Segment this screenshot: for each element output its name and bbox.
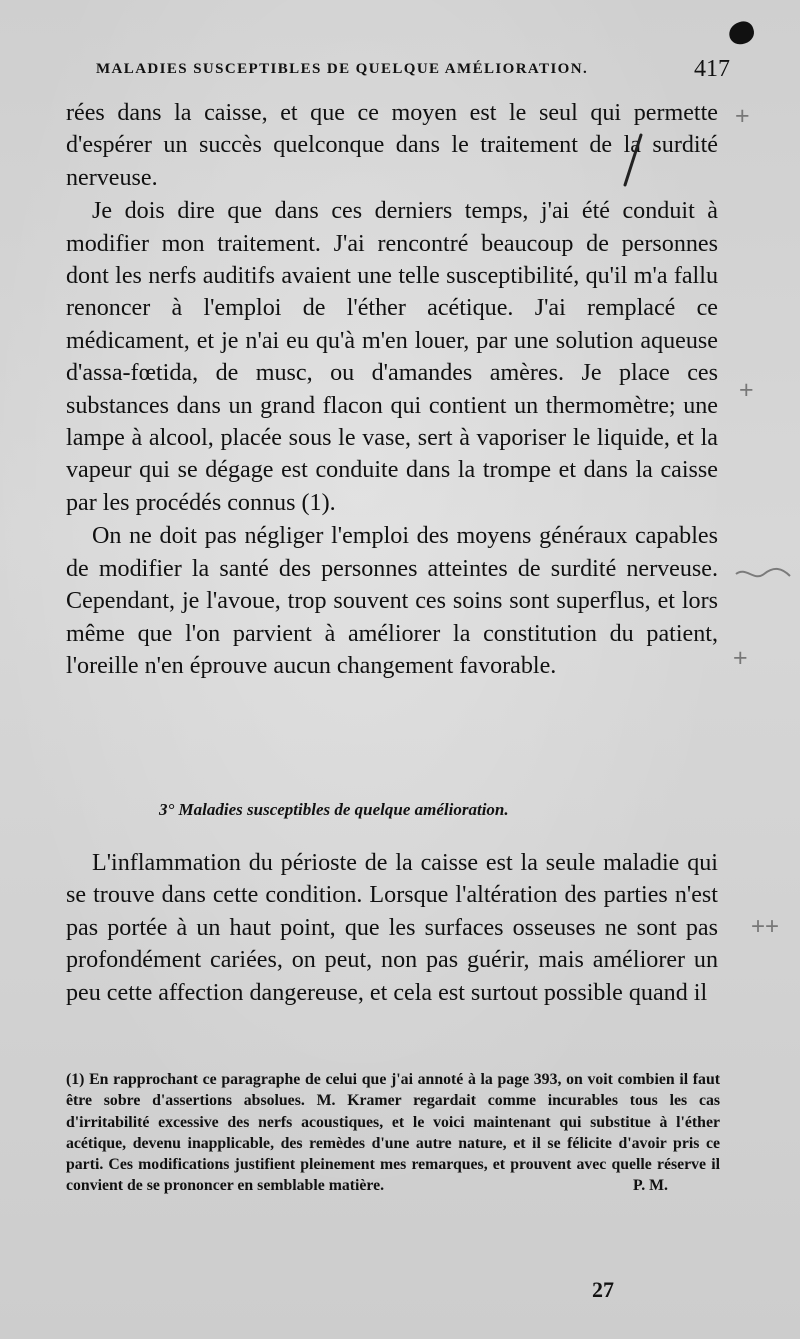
footnote-body: (1) En rapprochant ce paragraphe de celui que j'ai annoté à la page 393, on voit combien il faut être sobre d'assertions absolues. M. Kramer regardait comme incurables tous les cas d'irritabilité excessive des nerfs acoustiques, et le voici maintenant qui substitue à l'éther acétique, devenu inapplicable, des remèdes d'une autre nature, et il se félicite d'avoir pris ce parti. Ces modifications justifient pleinement mes remarques, et prouvent avec quelle réserve il convient de se prononcer en semblable matière.	[66, 1071, 720, 1195]
signature-mark: 27	[592, 1277, 614, 1302]
pencil-slash-mark	[617, 132, 647, 188]
paragraph-continuation: rées dans la caisse, et que ce moyen est le seul qui permette d'espérer un succès quelconque dans le traitement de la surdité nerveuse.	[66, 100, 718, 191]
footnote-signature: P. M.	[633, 1177, 668, 1195]
paragraph-periosteum: L'inflammation du périoste de la caisse est la seule maladie qui se trouve dans cette condition. Lorsque l'altération des parties n'est pas portée à un haut point, que les surfaces osseuses ne sont pas profondément cariées, on peut, non pas guérir, mais améliorer un peu cette affection dangereuse, et cela est surtout possible quand il	[66, 850, 718, 1006]
running-header	[96, 56, 730, 90]
section-text	[66, 847, 718, 1009]
margin-plus-mark: +	[733, 644, 748, 672]
paragraph-treatment-modification: Je dois dire que dans ces derniers temps, j'ai été conduit à modifier mon traitement. J'ai rencontré beaucoup de personnes dont les nerfs auditifs avaient une telle susceptibilité, qu'il m'a fallu renoncer à l'emploi de l'éther acétique. J'ai remplacé ce médicament, et je n'ai eu qu'à m'en louer, par une solution aqueuse d'assa-fœtida, de musc, ou d'amandes amères. Je place ces substances dans un grand flacon qui contient un thermomètre; une lampe à alcool, placée sous le vase, sert à vaporiser le liquide, et la vapeur qui se dégage est conduite dans la trompe et dans la caisse par les procédés connus (1).	[66, 198, 718, 516]
margin-tilde-mark	[734, 564, 792, 584]
section-heading: 3° Maladies susceptibles de quelque amélioration.	[159, 800, 509, 819]
margin-plus-mark: +	[739, 376, 754, 404]
paragraph-general-means: On ne doit pas négliger l'emploi des moyens généraux capables de modifier la santé des personnes atteintes de surdité nerveuse. Cependant, je l'avoue, trop souvent ces soins sont superflus, et lors même que l'on parvient à améliorer la constitution du patient, l'oreille n'en éprouve aucun changement favorable.	[66, 523, 718, 679]
footnote-text	[66, 1069, 720, 1197]
ink-blot	[726, 19, 757, 48]
page-number: 417	[694, 56, 730, 82]
running-title: MALADIES SUSCEPTIBLES DE QUELQUE AMÉLIORATION.	[96, 61, 589, 77]
margin-plus-mark: +	[735, 102, 750, 130]
margin-double-plus-mark: ++	[751, 913, 780, 940]
footnote	[66, 1069, 720, 1197]
